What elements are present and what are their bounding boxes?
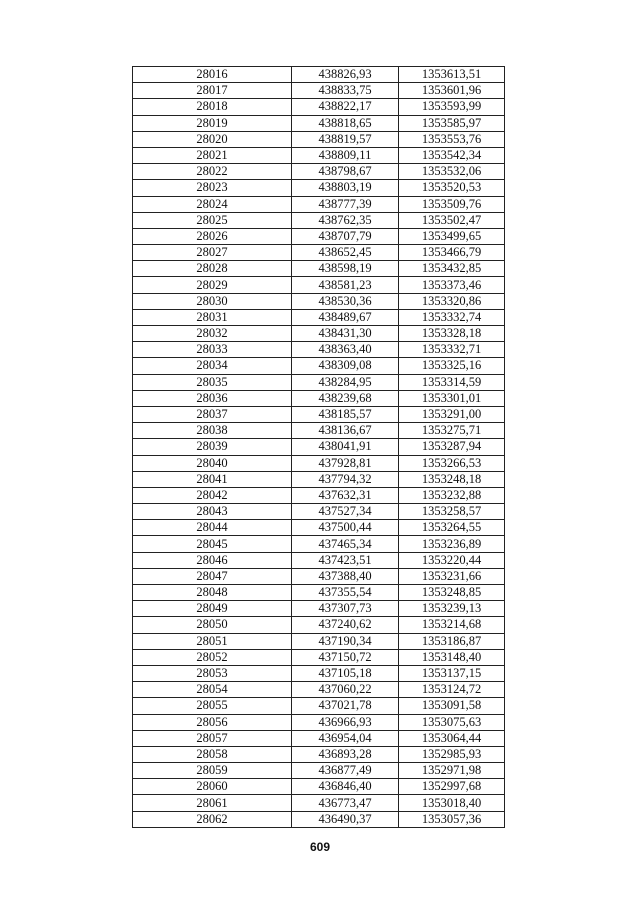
point-number-cell: 28054 bbox=[133, 682, 292, 698]
y-coordinate-cell: 1353291,00 bbox=[399, 406, 505, 422]
x-coordinate-cell: 437632,31 bbox=[292, 487, 399, 503]
y-coordinate-cell: 1353301,01 bbox=[399, 390, 505, 406]
x-coordinate-cell: 437928,81 bbox=[292, 455, 399, 471]
table-row bbox=[133, 649, 505, 665]
point-number-cell: 28043 bbox=[133, 504, 292, 520]
coordinates-table-body bbox=[133, 67, 505, 828]
table-row bbox=[133, 390, 505, 406]
y-coordinate-cell: 1353124,72 bbox=[399, 682, 505, 698]
y-coordinate-cell: 1353064,44 bbox=[399, 730, 505, 746]
y-coordinate-cell: 1353018,40 bbox=[399, 795, 505, 811]
table-row bbox=[133, 795, 505, 811]
table-row bbox=[133, 131, 505, 147]
y-coordinate-cell: 1353509,76 bbox=[399, 196, 505, 212]
x-coordinate-cell: 438185,57 bbox=[292, 406, 399, 422]
y-coordinate-cell: 1353432,85 bbox=[399, 261, 505, 277]
x-coordinate-cell: 436893,28 bbox=[292, 746, 399, 762]
y-coordinate-cell: 1353332,74 bbox=[399, 309, 505, 325]
point-number-cell: 28021 bbox=[133, 147, 292, 163]
point-number-cell: 28049 bbox=[133, 601, 292, 617]
x-coordinate-cell: 437355,54 bbox=[292, 585, 399, 601]
x-coordinate-cell: 438798,67 bbox=[292, 164, 399, 180]
x-coordinate-cell: 438652,45 bbox=[292, 245, 399, 261]
x-coordinate-cell: 437388,40 bbox=[292, 568, 399, 584]
point-number-cell: 28024 bbox=[133, 196, 292, 212]
table-row bbox=[133, 455, 505, 471]
table-row bbox=[133, 115, 505, 131]
table-row bbox=[133, 99, 505, 115]
y-coordinate-cell: 1353264,55 bbox=[399, 520, 505, 536]
y-coordinate-cell: 1353542,34 bbox=[399, 147, 505, 163]
point-number-cell: 28032 bbox=[133, 326, 292, 342]
x-coordinate-cell: 438284,95 bbox=[292, 374, 399, 390]
x-coordinate-cell: 438530,36 bbox=[292, 293, 399, 309]
y-coordinate-cell: 1353239,13 bbox=[399, 601, 505, 617]
x-coordinate-cell: 438363,40 bbox=[292, 342, 399, 358]
x-coordinate-cell: 437307,73 bbox=[292, 601, 399, 617]
y-coordinate-cell: 1353499,65 bbox=[399, 228, 505, 244]
table-row bbox=[133, 67, 505, 83]
x-coordinate-cell: 438598,19 bbox=[292, 261, 399, 277]
x-coordinate-cell: 437240,62 bbox=[292, 617, 399, 633]
point-number-cell: 28022 bbox=[133, 164, 292, 180]
point-number-cell: 28045 bbox=[133, 536, 292, 552]
table-row bbox=[133, 180, 505, 196]
point-number-cell: 28017 bbox=[133, 83, 292, 99]
y-coordinate-cell: 1353248,85 bbox=[399, 585, 505, 601]
table-row bbox=[133, 326, 505, 342]
point-number-cell: 28018 bbox=[133, 99, 292, 115]
x-coordinate-cell: 438309,08 bbox=[292, 358, 399, 374]
point-number-cell: 28052 bbox=[133, 649, 292, 665]
y-coordinate-cell: 1353075,63 bbox=[399, 714, 505, 730]
y-coordinate-cell: 1353502,47 bbox=[399, 212, 505, 228]
table-row bbox=[133, 293, 505, 309]
point-number-cell: 28028 bbox=[133, 261, 292, 277]
y-coordinate-cell: 1353613,51 bbox=[399, 67, 505, 83]
x-coordinate-cell: 436846,40 bbox=[292, 779, 399, 795]
table-row bbox=[133, 471, 505, 487]
y-coordinate-cell: 1353248,18 bbox=[399, 471, 505, 487]
point-number-cell: 28026 bbox=[133, 228, 292, 244]
point-number-cell: 28042 bbox=[133, 487, 292, 503]
x-coordinate-cell: 438822,17 bbox=[292, 99, 399, 115]
x-coordinate-cell: 438489,67 bbox=[292, 309, 399, 325]
table-row bbox=[133, 536, 505, 552]
table-row bbox=[133, 617, 505, 633]
table-row bbox=[133, 196, 505, 212]
point-number-cell: 28025 bbox=[133, 212, 292, 228]
y-coordinate-cell: 1352997,68 bbox=[399, 779, 505, 795]
point-number-cell: 28061 bbox=[133, 795, 292, 811]
x-coordinate-cell: 438041,91 bbox=[292, 439, 399, 455]
point-number-cell: 28034 bbox=[133, 358, 292, 374]
x-coordinate-cell: 437150,72 bbox=[292, 649, 399, 665]
point-number-cell: 28044 bbox=[133, 520, 292, 536]
table-row bbox=[133, 601, 505, 617]
table-row bbox=[133, 228, 505, 244]
point-number-cell: 28062 bbox=[133, 811, 292, 827]
point-number-cell: 28046 bbox=[133, 552, 292, 568]
y-coordinate-cell: 1353593,99 bbox=[399, 99, 505, 115]
table-row bbox=[133, 261, 505, 277]
x-coordinate-cell: 438819,57 bbox=[292, 131, 399, 147]
table-row bbox=[133, 277, 505, 293]
table-row bbox=[133, 811, 505, 827]
point-number-cell: 28020 bbox=[133, 131, 292, 147]
x-coordinate-cell: 437190,34 bbox=[292, 633, 399, 649]
table-row bbox=[133, 698, 505, 714]
y-coordinate-cell: 1353332,71 bbox=[399, 342, 505, 358]
table-row bbox=[133, 147, 505, 163]
point-number-cell: 28047 bbox=[133, 568, 292, 584]
x-coordinate-cell: 437500,44 bbox=[292, 520, 399, 536]
x-coordinate-cell: 437060,22 bbox=[292, 682, 399, 698]
table-row bbox=[133, 665, 505, 681]
y-coordinate-cell: 1353320,86 bbox=[399, 293, 505, 309]
point-number-cell: 28051 bbox=[133, 633, 292, 649]
y-coordinate-cell: 1353585,97 bbox=[399, 115, 505, 131]
y-coordinate-cell: 1352971,98 bbox=[399, 763, 505, 779]
y-coordinate-cell: 1353266,53 bbox=[399, 455, 505, 471]
x-coordinate-cell: 438818,65 bbox=[292, 115, 399, 131]
x-coordinate-cell: 438809,11 bbox=[292, 147, 399, 163]
point-number-cell: 28057 bbox=[133, 730, 292, 746]
point-number-cell: 28048 bbox=[133, 585, 292, 601]
point-number-cell: 28053 bbox=[133, 665, 292, 681]
y-coordinate-cell: 1353231,66 bbox=[399, 568, 505, 584]
point-number-cell: 28055 bbox=[133, 698, 292, 714]
point-number-cell: 28058 bbox=[133, 746, 292, 762]
point-number-cell: 28037 bbox=[133, 406, 292, 422]
y-coordinate-cell: 1352985,93 bbox=[399, 746, 505, 762]
y-coordinate-cell: 1353258,57 bbox=[399, 504, 505, 520]
table-row bbox=[133, 779, 505, 795]
table-row bbox=[133, 342, 505, 358]
page-number: 609 bbox=[309, 840, 331, 854]
point-number-cell: 28050 bbox=[133, 617, 292, 633]
point-number-cell: 28027 bbox=[133, 245, 292, 261]
point-number-cell: 28033 bbox=[133, 342, 292, 358]
x-coordinate-cell: 437105,18 bbox=[292, 665, 399, 681]
table-row bbox=[133, 730, 505, 746]
x-coordinate-cell: 436773,47 bbox=[292, 795, 399, 811]
x-coordinate-cell: 437021,78 bbox=[292, 698, 399, 714]
y-coordinate-cell: 1353232,88 bbox=[399, 487, 505, 503]
y-coordinate-cell: 1353373,46 bbox=[399, 277, 505, 293]
point-number-cell: 28019 bbox=[133, 115, 292, 131]
y-coordinate-cell: 1353532,06 bbox=[399, 164, 505, 180]
point-number-cell: 28029 bbox=[133, 277, 292, 293]
y-coordinate-cell: 1353520,53 bbox=[399, 180, 505, 196]
x-coordinate-cell: 438136,67 bbox=[292, 423, 399, 439]
table-row bbox=[133, 568, 505, 584]
table-row bbox=[133, 309, 505, 325]
y-coordinate-cell: 1353057,36 bbox=[399, 811, 505, 827]
table-row bbox=[133, 83, 505, 99]
x-coordinate-cell: 437527,34 bbox=[292, 504, 399, 520]
x-coordinate-cell: 438239,68 bbox=[292, 390, 399, 406]
y-coordinate-cell: 1353220,44 bbox=[399, 552, 505, 568]
table-row bbox=[133, 406, 505, 422]
x-coordinate-cell: 438826,93 bbox=[292, 67, 399, 83]
x-coordinate-cell: 438762,35 bbox=[292, 212, 399, 228]
coordinates-table bbox=[132, 66, 505, 828]
x-coordinate-cell: 436954,04 bbox=[292, 730, 399, 746]
table-row bbox=[133, 552, 505, 568]
y-coordinate-cell: 1353601,96 bbox=[399, 83, 505, 99]
y-coordinate-cell: 1353236,89 bbox=[399, 536, 505, 552]
x-coordinate-cell: 438777,39 bbox=[292, 196, 399, 212]
y-coordinate-cell: 1353137,15 bbox=[399, 665, 505, 681]
y-coordinate-cell: 1353287,94 bbox=[399, 439, 505, 455]
y-coordinate-cell: 1353091,58 bbox=[399, 698, 505, 714]
x-coordinate-cell: 438581,23 bbox=[292, 277, 399, 293]
x-coordinate-cell: 437423,51 bbox=[292, 552, 399, 568]
y-coordinate-cell: 1353325,16 bbox=[399, 358, 505, 374]
x-coordinate-cell: 438833,75 bbox=[292, 83, 399, 99]
point-number-cell: 28030 bbox=[133, 293, 292, 309]
point-number-cell: 28023 bbox=[133, 180, 292, 196]
y-coordinate-cell: 1353328,18 bbox=[399, 326, 505, 342]
y-coordinate-cell: 1353553,76 bbox=[399, 131, 505, 147]
table-row bbox=[133, 746, 505, 762]
y-coordinate-cell: 1353148,40 bbox=[399, 649, 505, 665]
point-number-cell: 28060 bbox=[133, 779, 292, 795]
x-coordinate-cell: 438431,30 bbox=[292, 326, 399, 342]
point-number-cell: 28041 bbox=[133, 471, 292, 487]
x-coordinate-cell: 437465,34 bbox=[292, 536, 399, 552]
y-coordinate-cell: 1353214,68 bbox=[399, 617, 505, 633]
table-row bbox=[133, 212, 505, 228]
point-number-cell: 28038 bbox=[133, 423, 292, 439]
x-coordinate-cell: 438803,19 bbox=[292, 180, 399, 196]
table-row bbox=[133, 585, 505, 601]
table-row bbox=[133, 358, 505, 374]
table-row bbox=[133, 374, 505, 390]
point-number-cell: 28056 bbox=[133, 714, 292, 730]
point-number-cell: 28016 bbox=[133, 67, 292, 83]
table-row bbox=[133, 164, 505, 180]
y-coordinate-cell: 1353275,71 bbox=[399, 423, 505, 439]
y-coordinate-cell: 1353186,87 bbox=[399, 633, 505, 649]
table-row bbox=[133, 714, 505, 730]
table-row bbox=[133, 633, 505, 649]
y-coordinate-cell: 1353314,59 bbox=[399, 374, 505, 390]
table-row bbox=[133, 487, 505, 503]
table-row bbox=[133, 504, 505, 520]
x-coordinate-cell: 438707,79 bbox=[292, 228, 399, 244]
point-number-cell: 28059 bbox=[133, 763, 292, 779]
table-row bbox=[133, 439, 505, 455]
table-row bbox=[133, 520, 505, 536]
x-coordinate-cell: 436966,93 bbox=[292, 714, 399, 730]
y-coordinate-cell: 1353466,79 bbox=[399, 245, 505, 261]
point-number-cell: 28036 bbox=[133, 390, 292, 406]
table-row bbox=[133, 245, 505, 261]
x-coordinate-cell: 437794,32 bbox=[292, 471, 399, 487]
point-number-cell: 28035 bbox=[133, 374, 292, 390]
x-coordinate-cell: 436490,37 bbox=[292, 811, 399, 827]
table-row bbox=[133, 763, 505, 779]
point-number-cell: 28039 bbox=[133, 439, 292, 455]
table-row bbox=[133, 423, 505, 439]
x-coordinate-cell: 436877,49 bbox=[292, 763, 399, 779]
point-number-cell: 28031 bbox=[133, 309, 292, 325]
table-row bbox=[133, 682, 505, 698]
point-number-cell: 28040 bbox=[133, 455, 292, 471]
